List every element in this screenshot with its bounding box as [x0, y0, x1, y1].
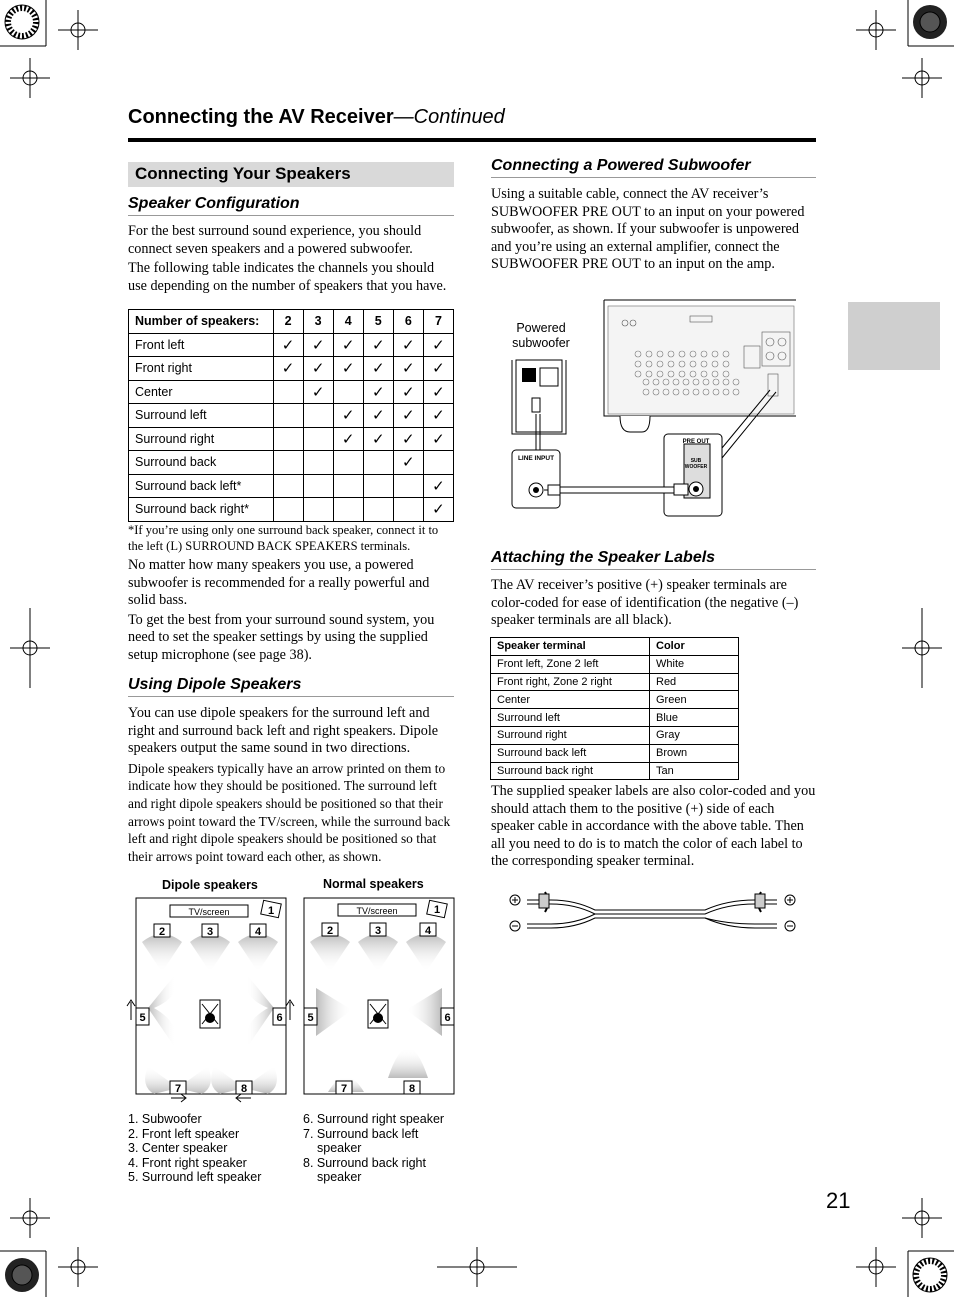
- table-row: [129, 380, 454, 404]
- check-mark: ✓: [363, 333, 393, 357]
- check-mark: ✓: [393, 427, 423, 451]
- check-mark: ✓: [423, 404, 453, 428]
- empty-cell: [273, 427, 303, 451]
- color-cell: Green: [650, 691, 739, 709]
- check-mark: ✓: [393, 380, 423, 404]
- color-cell: Brown: [650, 744, 739, 762]
- color-cell: Gray: [650, 726, 739, 744]
- speaker-row-label: Front right: [129, 357, 274, 381]
- empty-cell: [333, 451, 363, 475]
- subwoofer-box-icon: [512, 360, 566, 434]
- check-mark: ✓: [363, 404, 393, 428]
- powered-label-line1: Powered: [516, 321, 566, 335]
- empty-cell: [273, 498, 303, 522]
- table-row: [129, 474, 454, 498]
- color-cell: Tan: [650, 762, 739, 780]
- check-mark: ✓: [303, 333, 333, 357]
- check-mark: ✓: [393, 333, 423, 357]
- color-table-header: [491, 638, 739, 656]
- woofer-label: WOOFER: [684, 464, 708, 470]
- check-mark: ✓: [273, 333, 303, 357]
- table-row: [491, 673, 739, 691]
- speaker-row-label: Front left: [129, 333, 274, 357]
- subwoofer-connection-diagram: [500, 298, 810, 522]
- check-mark: ✓: [303, 380, 333, 404]
- arrow-up-icon: [285, 998, 295, 1022]
- check-mark: ✓: [393, 357, 423, 381]
- check-mark: ✓: [333, 427, 363, 451]
- line-input-label: LINE INPUT: [517, 455, 555, 462]
- dipole-heading: Using Dipole Speakers: [128, 676, 454, 697]
- listener-icon: [368, 1000, 388, 1028]
- page-title-continued: —Continued: [393, 106, 505, 128]
- table-row: [491, 709, 739, 727]
- table-row: [491, 744, 739, 762]
- normal-num-2: 2: [326, 925, 334, 937]
- page-title: Connecting the AV Receiver: [128, 106, 394, 128]
- check-mark: ✓: [303, 357, 333, 381]
- legend-item: speaker: [317, 1141, 362, 1156]
- empty-cell: [423, 451, 453, 475]
- check-mark: ✓: [363, 357, 393, 381]
- dipole-num-4: 4: [254, 926, 262, 938]
- check-mark: ✓: [423, 357, 453, 381]
- sub-label: SUB: [690, 458, 702, 464]
- empty-cell: [273, 380, 303, 404]
- labels-intro: [491, 577, 817, 632]
- speaker-cable-diagram: [505, 882, 800, 934]
- terminal-cell: Surround back right: [491, 762, 650, 780]
- speaker-config-heading: Speaker Configuration: [128, 195, 454, 216]
- labels-p2: The supplied speaker labels are also color-coded and you should attach them to the positive (+) side of each speaker cable in accordance with the above table. Then all you need to do is to match the color of each label to the corresponding speaker terminal.: [491, 783, 816, 870]
- listener-icon: [200, 1000, 220, 1028]
- speaker-config-p1: For the best surround sound experience, you should connect seven speakers and a powered subwoofer.: [128, 223, 422, 257]
- speaker-config-p3: No matter how many speakers you use, a powered subwoofer is recommended for a really powerful and solid bass.: [128, 557, 430, 609]
- speaker-config-more: [128, 557, 456, 667]
- color-table-body: [491, 655, 739, 780]
- legend-item: 7. Surround back left: [303, 1126, 419, 1141]
- arrow-up-icon: [126, 998, 136, 1022]
- dipole-text: [128, 705, 456, 867]
- check-mark: ✓: [273, 357, 303, 381]
- normal-num-4: 4: [424, 925, 432, 937]
- empty-cell: [303, 498, 333, 522]
- subwoofer-text: [491, 186, 817, 276]
- empty-cell: [303, 404, 333, 428]
- dipole-speaker-diagram: [134, 896, 290, 1096]
- speaker-table-body: [129, 333, 454, 521]
- normal-num-5: 5: [307, 1012, 314, 1024]
- normal-tv-label: TV/screen: [356, 906, 398, 916]
- pre-out-label: PRE OUT: [682, 439, 710, 445]
- table-footnote: *If you’re using only one surround back speaker, connect it to the left (L) SURROUND BACK SPEAKERS terminals.: [128, 523, 439, 553]
- speaker-row-label: Surround back: [129, 451, 274, 475]
- speaker-config-p4: To get the best from your surround sound system, you need to set the speaker settings by using the supplied setup microphone (see page 38).: [128, 611, 435, 663]
- empty-cell: [333, 474, 363, 498]
- check-mark: ✓: [393, 451, 423, 475]
- normal-num-8: 8: [408, 1083, 416, 1095]
- dipole-num-1: 1: [267, 905, 275, 917]
- subwoofer-p1: Using a suitable cable, connect the AV receiver’s SUBWOOFER PRE OUT to an input on your powered subwoofer, as shown. If your subwoofer is unpowered and you’re using an external amplifier, connect the SUBWOOFER PRE OUT to an input on the amp.: [491, 186, 805, 273]
- normal-num-3: 3: [374, 925, 382, 937]
- speaker-table-header: [129, 310, 454, 334]
- speaker-row-label: Surround right: [129, 427, 274, 451]
- normal-num-7: 7: [340, 1083, 348, 1095]
- section-title: Connecting Your Speakers: [135, 164, 351, 183]
- terminal-cell: Front left, Zone 2 left: [491, 655, 650, 673]
- check-mark: ✓: [423, 380, 453, 404]
- table-row: [491, 691, 739, 709]
- empty-cell: [363, 451, 393, 475]
- terminal-cell: Surround right: [491, 726, 650, 744]
- dipole-num-8: 8: [240, 1083, 248, 1095]
- empty-cell: [273, 404, 303, 428]
- legend-item: 1. Subwoofer: [128, 1112, 202, 1126]
- normal-num-6: 6: [444, 1012, 451, 1024]
- dipole-num-7: 7: [174, 1083, 182, 1095]
- powered-label-line2: subwoofer: [512, 336, 570, 350]
- dipole-p2: Dipole speakers typically have an arrow printed on them to indicate how they should be positioned. The surround left and right dipole speakers should be positioned so that their arrows point toward the TV/screen, while the surround back left and right dipole speakers should be positioned so that their arrows point toward each other, as shown.: [128, 760, 451, 864]
- legend-right: [303, 1112, 473, 1185]
- check-mark: ✓: [423, 498, 453, 522]
- normal-num-1: 1: [433, 904, 441, 916]
- check-mark: ✓: [423, 333, 453, 357]
- check-mark: ✓: [333, 357, 363, 381]
- speaker-table-header-label: Number of speakers:: [129, 310, 274, 334]
- check-mark: ✓: [393, 404, 423, 428]
- page-number: 21: [826, 1188, 851, 1213]
- empty-cell: [273, 474, 303, 498]
- color-table-header-terminal: Speaker terminal: [491, 638, 650, 656]
- empty-cell: [303, 427, 333, 451]
- table-row: [129, 333, 454, 357]
- section-title-box: [128, 162, 454, 187]
- empty-cell: [393, 474, 423, 498]
- table-row: [491, 762, 739, 780]
- dipole-num-2: 2: [158, 926, 166, 938]
- dipole-tv-label: TV/screen: [188, 907, 230, 917]
- speaker-table-header-count: 4: [333, 310, 363, 334]
- terminal-cell: Center: [491, 691, 650, 709]
- empty-cell: [363, 474, 393, 498]
- table-row: [129, 498, 454, 522]
- legend-item: 4. Front right speaker: [128, 1155, 247, 1170]
- labels-heading: Attaching the Speaker Labels: [491, 549, 816, 570]
- empty-cell: [333, 380, 363, 404]
- legend-item: 3. Center speaker: [128, 1141, 228, 1156]
- side-tab: [848, 302, 940, 370]
- empty-cell: [393, 498, 423, 522]
- speaker-table-header-count: 7: [423, 310, 453, 334]
- normal-speaker-diagram: [302, 896, 458, 1096]
- empty-cell: [303, 451, 333, 475]
- table-row: [491, 655, 739, 673]
- dipole-num-6: 6: [276, 1012, 283, 1024]
- terminal-cell: Front right, Zone 2 right: [491, 673, 650, 691]
- speaker-row-label: Surround left: [129, 404, 274, 428]
- empty-cell: [273, 451, 303, 475]
- terminal-cell: Surround back left: [491, 744, 650, 762]
- legend-left: [128, 1112, 300, 1185]
- check-mark: ✓: [333, 404, 363, 428]
- header-rule: [128, 141, 816, 142]
- empty-cell: [303, 474, 333, 498]
- receiver-rear-panel-icon: [604, 300, 796, 432]
- table-row: [129, 451, 454, 475]
- color-cell: Blue: [650, 709, 739, 727]
- check-mark: ✓: [333, 333, 363, 357]
- labels-p1: The AV receiver’s positive (+) speaker terminals are color-coded for ease of identification (the negative (–) speaker terminals are all black).: [491, 577, 799, 629]
- table-row: [129, 427, 454, 451]
- legend-item: 2. Front left speaker: [128, 1126, 240, 1141]
- arrow-left-icon: [234, 1093, 252, 1103]
- dipole-num-5: 5: [139, 1012, 146, 1024]
- check-mark: ✓: [423, 474, 453, 498]
- speaker-table-header-count: 2: [273, 310, 303, 334]
- empty-cell: [363, 498, 393, 522]
- speaker-color-table: [490, 637, 739, 780]
- color-cell: White: [650, 655, 739, 673]
- normal-caption: Normal speakers: [323, 877, 424, 891]
- dipole-p1: You can use dipole speakers for the surround left and right and surround back left and right speakers. Dipole speakers output the same sound in two directions.: [128, 705, 439, 757]
- legend-item: speaker: [317, 1170, 362, 1185]
- speaker-config-intro: [128, 223, 456, 297]
- speaker-table-header-count: 5: [363, 310, 393, 334]
- speaker-count-table: [128, 309, 454, 522]
- check-mark: ✓: [363, 427, 393, 451]
- speaker-config-p2: The following table indicates the channels you should use depending on the number of speakers that you have.: [128, 260, 447, 294]
- speaker-table-header-count: 6: [393, 310, 423, 334]
- table-row: [129, 404, 454, 428]
- speaker-row-label: Center: [129, 380, 274, 404]
- speaker-table-header-count: 3: [303, 310, 333, 334]
- table-row: [491, 726, 739, 744]
- legend-item: 6. Surround right speaker: [303, 1112, 445, 1126]
- legend-item: 8. Surround back right: [303, 1155, 426, 1170]
- speaker-row-label: Surround back right*: [129, 498, 274, 522]
- terminal-cell: Surround left: [491, 709, 650, 727]
- dipole-num-3: 3: [206, 926, 214, 938]
- empty-cell: [333, 498, 363, 522]
- labels-outro: [491, 783, 817, 873]
- color-cell: Red: [650, 673, 739, 691]
- check-mark: ✓: [363, 380, 393, 404]
- legend-item: 5. Surround left speaker: [128, 1170, 262, 1185]
- table-row: [129, 357, 454, 381]
- dipole-caption: Dipole speakers: [162, 878, 258, 892]
- page-header: [128, 106, 816, 141]
- check-mark: ✓: [423, 427, 453, 451]
- arrow-right-icon: [170, 1093, 188, 1103]
- speaker-row-label: Surround back left*: [129, 474, 274, 498]
- color-table-header-color: Color: [650, 638, 739, 656]
- subwoofer-heading: Connecting a Powered Subwoofer: [491, 157, 816, 178]
